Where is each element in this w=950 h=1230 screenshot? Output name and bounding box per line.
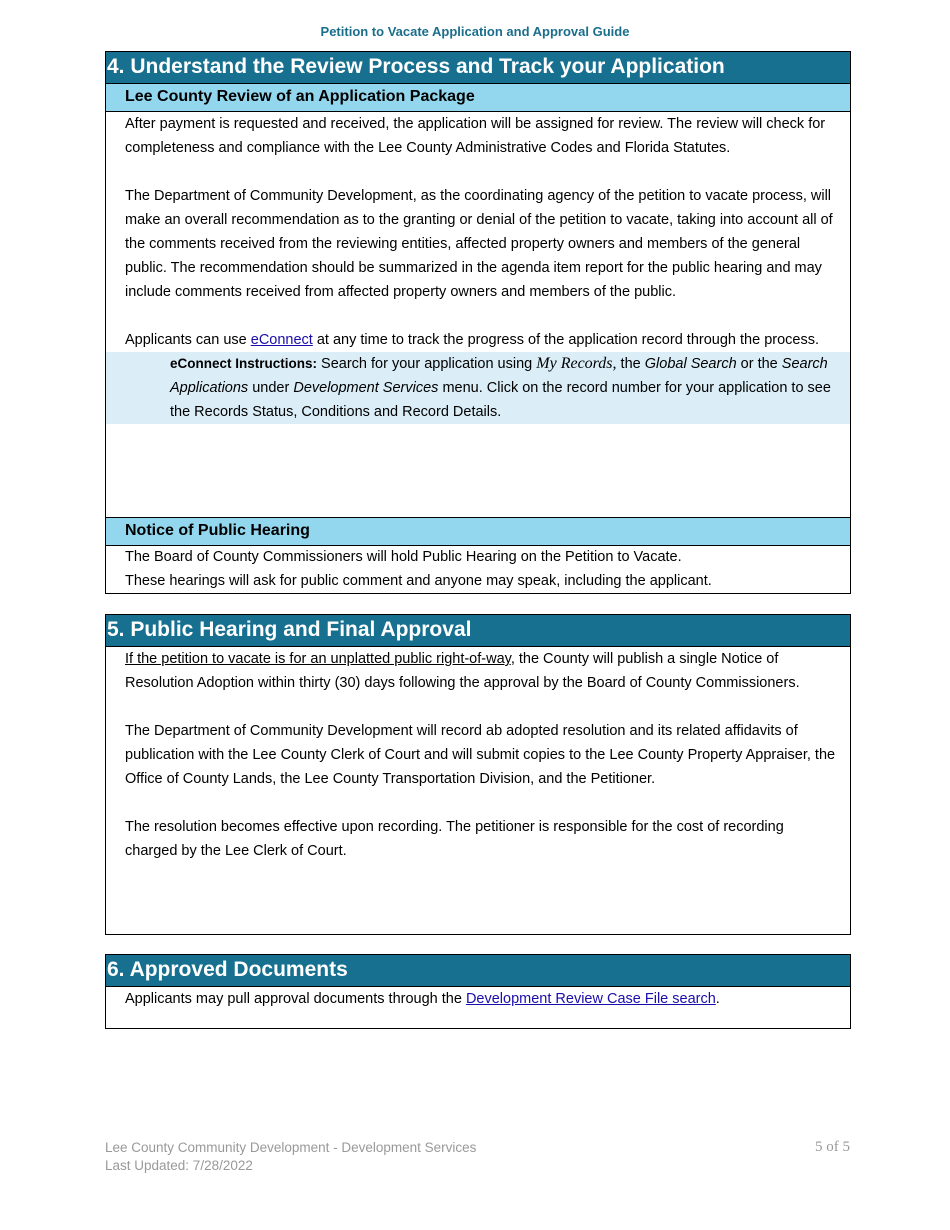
section-review-process	[105, 51, 851, 594]
page-number: 5 of 5	[815, 1139, 850, 1155]
notice-line-2: These hearings will ask for public comment and anyone may speak, including the applicant.	[125, 573, 712, 589]
econnect-instructions-box: eConnect Instructions: Search for your application using My Records, the Global Search or the Search Applications under Development Services menu. Click on the record number for your application to see the Records Status, Conditions and Record Details.	[106, 352, 850, 424]
notice-line-1: The Board of County Commissioners will hold Public Hearing on the Petition to Vacate.	[125, 549, 682, 565]
section-approved-documents	[105, 954, 851, 1029]
econnect-link[interactable]: eConnect	[250, 332, 313, 348]
hearing-paragraph-2: The Department of Community Development will record ab adopted resolution and its related affidavits of publication with the Lee County Clerk of Court and will submit copies to the Lee County Property Appraiser, the Office of County Lands, the Lee County Transportation Division, and the Petitioner.	[125, 723, 836, 787]
notice-subtitle: Notice of Public Hearing	[106, 517, 850, 546]
hearing-body	[106, 647, 850, 863]
instructions-label: eConnect Instructions:	[170, 356, 318, 371]
review-paragraph-3: Applicants can use eConnect at any time to track the progress of the application record through the process.	[125, 332, 819, 348]
review-body	[106, 112, 850, 424]
review-paragraph-2: The Department of Community Development, as the coordinating agency of the petition to vacate process, will make an overall recommendation as to the granting or denial of the petition to vacate, taking into account all of the comments received from the reviewing entities, affected property owners and members of the general public. The recommendation should be summarized in the agenda item report for the public hearing and may include comments received from affected property owners and members of the public.	[125, 188, 833, 300]
case-file-search-link[interactable]: Development Review Case File search	[465, 991, 716, 1007]
hearing-paragraph-3: The resolution becomes effective upon recording. The petitioner is responsible for the cost of recording charged by the Lee Clerk of Court.	[125, 819, 784, 859]
notice-body	[106, 545, 850, 593]
footer-info	[105, 1139, 476, 1175]
hearing-paragraph-1: If the petition to vacate is for an unplatted public right-of-way, the County will publish a single Notice of Resolution Adoption within thirty (30) days following the approval by the Board of County Commissioners.	[125, 651, 800, 691]
footer-updated: Last Updated: 7/28/2022	[105, 1158, 253, 1173]
section-4-title: 4. Understand the Review Process and Track your Application	[106, 52, 850, 84]
review-subtitle: Lee County Review of an Application Package	[106, 84, 850, 112]
footer-org: Lee County Community Development - Development Services	[105, 1140, 477, 1155]
section-public-hearing	[105, 614, 851, 935]
approved-docs-text: Applicants may pull approval documents through the Development Review Case File search.	[125, 991, 720, 1007]
document-running-header: Petition to Vacate Application and Approval Guide	[320, 24, 630, 39]
review-paragraph-1: After payment is requested and received, the application will be assigned for review. The review will check for completeness and compliance with the Lee County Administrative Codes and Florida Statutes.	[125, 116, 826, 156]
section-5-title: 5. Public Hearing and Final Approval	[106, 615, 850, 647]
approved-docs-body	[106, 987, 850, 1011]
section-6-title: 6. Approved Documents	[106, 955, 850, 987]
